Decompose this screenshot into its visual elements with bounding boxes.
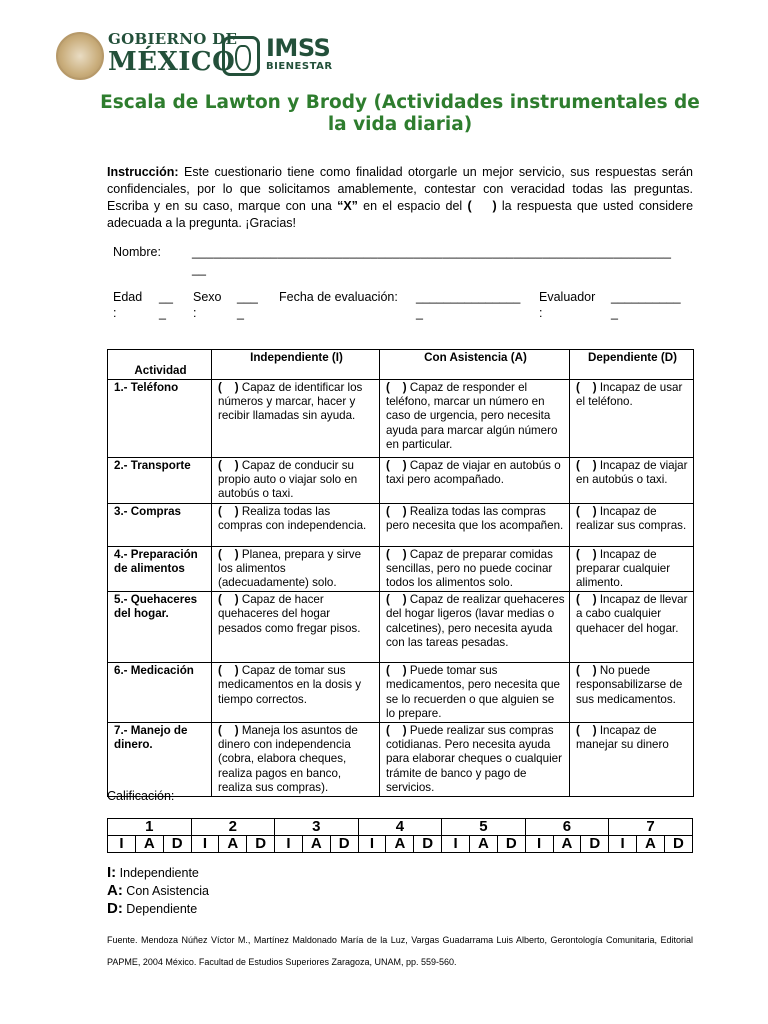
score-letter-row [108,836,693,853]
option-text: Puede realizar sus compras cotidianas. Pero necesita ayuda para elaborar cheques o cualquier trámite de banco y pago de servicios. [386,724,562,794]
score-cell-a[interactable]: A [637,836,665,853]
option-text: Capaz de conducir su propio auto o viajar solo en autobús o taxi. [218,459,358,501]
edad-input-line[interactable]: __ [159,290,173,304]
checkbox-paren[interactable]: ( ) [218,593,239,607]
option-con-asistencia[interactable] [380,458,570,504]
option-independiente[interactable] [212,458,380,504]
checkbox-paren[interactable]: ( ) [576,459,597,472]
option-text: Capaz de identificar los números y marcar, hacer y recibir llamadas sin ayuda. [218,381,363,423]
instruction-paren: ( ) [467,199,497,213]
score-cell-i[interactable]: I [275,836,303,853]
nombre-input-line-cont[interactable]: __ [192,262,206,276]
option-con-asistencia[interactable] [380,723,570,797]
activity-label: 6.- Medicación [108,663,212,723]
score-cell-d[interactable]: D [664,836,692,853]
score-cell-i[interactable]: I [358,836,386,853]
option-text: Capaz de preparar comidas sencillas, pero no puede cocinar todos los alimentos solo. [386,547,553,590]
instruction-text: en el espacio del [357,199,468,213]
nombre-label: Nombre: [113,245,161,259]
activity-label: 2.- Transporte [108,458,212,504]
legend-text: Independiente [116,866,199,880]
score-cell-d[interactable]: D [330,836,358,853]
header-con-asistencia: Con Asistencia (A) [380,350,570,380]
score-number-row [108,819,693,836]
option-text: No puede responsabilizarse de sus medicamentos. [576,664,683,706]
option-text: Planea, prepara y sirve los alimentos (adecuadamente) solo. [218,547,362,590]
score-cell-i[interactable]: I [525,836,553,853]
legend-key: A: [107,882,123,899]
instruction-paragraph [107,164,693,232]
option-text: Incapaz de manejar su dinero [576,724,669,752]
legend-key: I: [107,864,117,881]
nombre-input-line[interactable]: ___________________________________________________________________ [192,245,672,259]
option-text: Capaz de hacer quehaceres del hogar pesados como fregar pisos. [218,593,361,635]
checkbox-paren[interactable]: ( ) [218,459,239,472]
score-number: 1 [108,819,192,836]
option-dependiente[interactable] [570,592,694,663]
legend-independiente [107,864,199,881]
calificacion-label: Calificación: [107,789,175,803]
checkbox-paren[interactable]: ( ) [386,504,407,518]
activity-label: 3.- Compras [108,503,212,546]
page-title: Escala de Lawton y Brody (Actividades instrumentales de la vida diaria) [100,92,700,135]
score-number: 5 [442,819,526,836]
activity-label: 7.- Manejo de dinero. [108,723,212,797]
option-independiente[interactable] [212,546,380,592]
checkbox-paren[interactable]: ( ) [386,459,407,472]
score-cell-i[interactable]: I [609,836,637,853]
option-text: Incapaz de llevar a cabo cualquier quehacer del hogar. [576,593,688,635]
checkbox-paren[interactable]: ( ) [576,593,597,607]
imss-emblem-icon [222,36,260,76]
evaluador-label: Evaluador [539,290,596,304]
option-dependiente[interactable] [570,503,694,546]
sexo-colon: : [193,306,197,320]
fecha-label: Fecha de evaluación: [279,290,398,304]
score-number: 3 [275,819,359,836]
table-row [108,723,694,797]
option-text: Incapaz de preparar cualquier alimento. [576,547,671,590]
option-text: Incapaz de viajar en autobús o taxi. [576,459,688,487]
option-text: Capaz de realizar quehaceres del hogar ligeros (lavar medias o calcetines), pero necesita ayuda con las tareas pesadas. [386,593,565,649]
table-row [108,592,694,663]
fecha-input-line[interactable]: _______________ [416,290,521,304]
legend-text: Dependiente [122,902,198,916]
fecha-input-line-cont[interactable]: _ [416,306,423,320]
option-text: Realiza todas las compras pero necesita que los acompañen. [386,504,564,532]
checkbox-paren[interactable]: ( ) [386,724,407,738]
activity-label: 1.- Teléfono [108,380,212,458]
source-citation: Fuente. Mendoza Núñez Víctor M., Martínez Maldonado María de la Luz, Vargas Guadarrama Luis Alberto, Gerontología Comunitaria, Editorial PAPME, 2004 México. Facultad de Estudios Superiores Zaragoza, UNAM, pp. 559-560. [107,935,693,967]
score-cell-i[interactable]: I [442,836,470,853]
option-text: Puede tomar sus medicamentos, pero necesita que se lo recuerden o que alguien se lo prepare. [386,664,561,720]
score-table [107,818,693,853]
checkbox-paren[interactable]: ( ) [218,664,239,678]
edad-label: Edad [113,290,143,304]
option-con-asistencia[interactable] [380,503,570,546]
edad-colon: : [113,306,117,320]
checkbox-paren[interactable]: ( ) [386,381,407,394]
option-con-asistencia[interactable] [380,546,570,592]
option-dependiente[interactable] [570,663,694,723]
score-number: 6 [525,819,609,836]
activity-label: 5.- Quehaceres del hogar. [108,592,212,663]
option-dependiente[interactable] [570,458,694,504]
option-text: Incapaz de usar el teléfono. [576,381,683,409]
table-row [108,546,694,592]
option-text: Incapaz de realizar sus compras. [576,504,687,532]
sexo-label: Sexo [193,290,222,304]
score-cell-i[interactable]: I [191,836,219,853]
score-cell-a[interactable]: A [302,836,330,853]
legend-con-asistencia [107,882,209,899]
imss-bienestar-logo [266,36,333,72]
activity-label: 4.- Preparación de alimentos [108,546,212,592]
activities-table [107,349,694,797]
checkbox-paren[interactable]: ( ) [386,547,407,561]
sexo-input-line[interactable]: ___ [237,290,258,304]
score-number: 2 [191,819,275,836]
instruction-label: Instrucción: [107,165,179,179]
checkbox-paren[interactable]: ( ) [386,593,407,607]
option-con-asistencia[interactable] [380,663,570,723]
checkbox-paren[interactable]: ( ) [576,504,597,518]
score-cell-a[interactable]: A [135,836,163,853]
score-cell-i[interactable]: I [108,836,136,853]
table-row [108,503,694,546]
gob-line2: MÉXICO [108,47,236,77]
score-cell-a[interactable]: A [469,836,497,853]
option-con-asistencia[interactable] [380,380,570,458]
header-actividad: Actividad [108,350,212,380]
score-cell-a[interactable]: A [219,836,247,853]
option-text: Maneja los asuntos de dinero con independencia (cobra, elabora cheques, realiza pagos en banco, realiza sus compras). [218,724,358,794]
table-row [108,458,694,504]
option-con-asistencia[interactable] [380,592,570,663]
gob-line1: GOBIERNO DE [108,30,238,48]
option-text: Capaz de viajar en autobús o taxi pero acompañado. [386,459,561,487]
checkbox-paren[interactable]: ( ) [576,664,597,678]
checkbox-paren[interactable]: ( ) [218,381,239,394]
instruction-mark: “X” [337,199,358,213]
imss-line2: BIENESTAR [266,61,333,72]
header-logos [56,28,356,86]
legend-dependiente [107,900,197,917]
score-cell-d[interactable]: D [163,836,191,853]
mexico-seal-icon [56,32,104,80]
evaluador-input-line-cont[interactable]: _ [611,306,618,320]
score-number: 7 [609,819,693,836]
score-number: 4 [358,819,442,836]
checkbox-paren[interactable]: ( ) [576,547,597,561]
instruction-text: Este cuestionario tiene como finalidad otorgarle un mejor servicio, sus respuestas serán confidenciales, por lo que solicitamos amablemente, contestar con veracidad todas las preguntas. Escriba y en su caso, marque con una [107,165,693,213]
table-header-row [108,350,694,380]
table-row [108,380,694,458]
legend-text: Con Asistencia [122,884,209,898]
imss-line1: IMSS [266,34,331,62]
checkbox-paren[interactable]: ( ) [218,724,239,738]
score-cell-d[interactable]: D [414,836,442,853]
option-text: Capaz de tomar sus medicamentos en la dosis y tiempo correctos. [218,664,362,706]
evaluador-input-line[interactable]: __________ [611,290,681,304]
legend-key: D: [107,900,123,917]
checkbox-paren[interactable]: ( ) [218,547,239,561]
score-cell-d[interactable]: D [581,836,609,853]
option-dependiente[interactable] [570,380,694,458]
option-text: Realiza todas las compras con independencia. [218,504,367,532]
checkbox-paren[interactable]: ( ) [386,664,407,678]
option-independiente[interactable] [212,592,380,663]
gobierno-mexico-logo [108,32,237,75]
header-independiente: Independiente (I) [212,350,380,380]
option-independiente[interactable] [212,380,380,458]
score-cell-d[interactable]: D [247,836,275,853]
checkbox-paren[interactable]: ( ) [576,381,597,394]
sexo-input-line-cont[interactable]: _ [237,306,244,320]
option-dependiente[interactable] [570,723,694,797]
score-cell-a[interactable]: A [386,836,414,853]
option-independiente[interactable] [212,723,380,797]
instruction-text: la respuesta que usted considere adecuada a la pregunta. ¡Gracias! [107,199,694,230]
evaluador-colon: : [539,306,543,320]
header-dependiente: Dependiente (D) [570,350,694,380]
score-cell-a[interactable]: A [553,836,581,853]
option-text: Capaz de responder el teléfono, marcar un número en caso de urgencia, pero necesita ayuda para marcar algún número en particular. [386,381,558,451]
table-row [108,663,694,723]
edad-input-line-cont[interactable]: _ [159,306,166,320]
score-cell-d[interactable]: D [497,836,525,853]
checkbox-paren[interactable]: ( ) [218,504,239,518]
option-dependiente[interactable] [570,546,694,592]
checkbox-paren[interactable]: ( ) [576,724,597,738]
option-independiente[interactable] [212,503,380,546]
option-independiente[interactable] [212,663,380,723]
